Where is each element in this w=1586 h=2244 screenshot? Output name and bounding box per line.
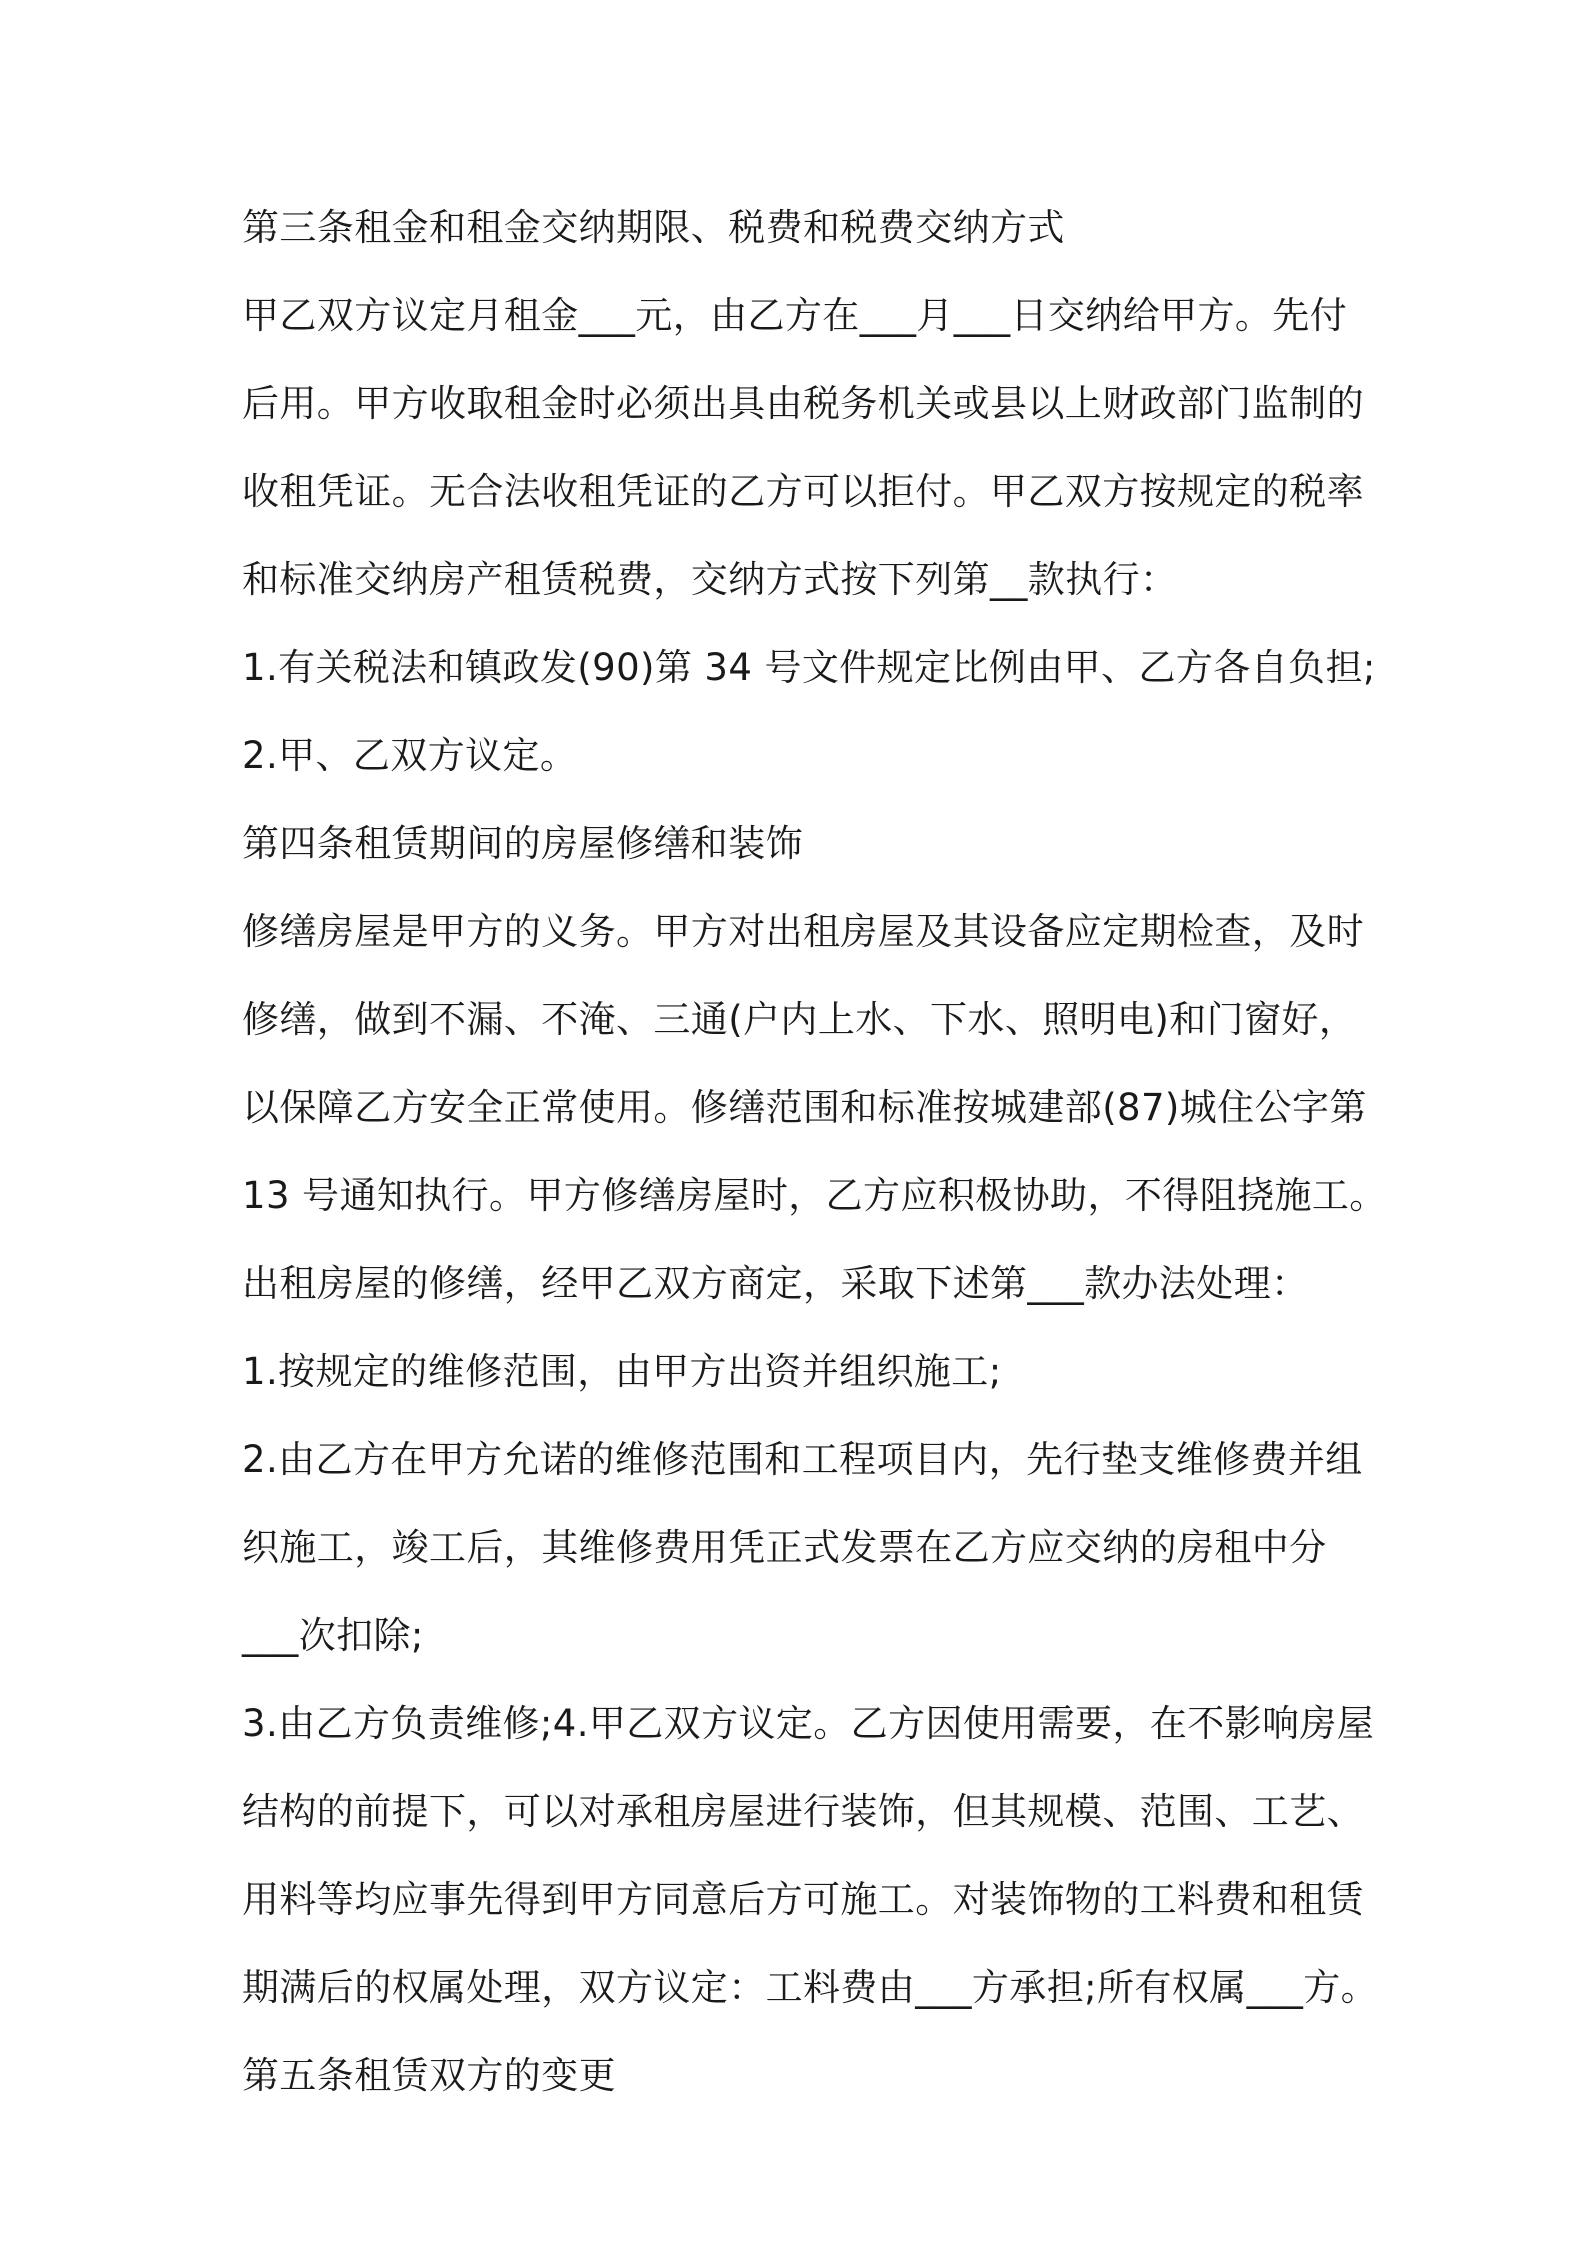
document-page <box>242 200 1387 2136</box>
heading-article-5: 第五条租赁双方的变更 <box>242 2054 616 2097</box>
heading-article-3: 第三条租金和租金交纳期限、税费和税费交纳方式 <box>242 206 1065 249</box>
text-line: 期满后的权属处理，双方议定：工料费由___方承担;所有权属___方。 <box>242 1966 1379 2009</box>
text-line: 收租凭证。无合法收租凭证的乙方可以拒付。甲乙双方按规定的税率 <box>242 470 1364 513</box>
text-line: 修缮，做到不漏、不淹、三通(户内上水、下水、照明电)和门窗好， <box>242 998 1357 1041</box>
text-line: 甲乙双方议定月租金___元，由乙方在___月___日交纳给甲方。先付 <box>242 294 1348 337</box>
text-line: 13 号通知执行。甲方修缮房屋时，乙方应积极协助，不得阻挠施工。 <box>242 1174 1387 1217</box>
text-line: 以保障乙方安全正常使用。修缮范围和标准按城建部(87)城住公字第 <box>242 1086 1367 1129</box>
text-line: 后用。甲方收取租金时必须出具由税务机关或县以上财政部门监制的 <box>242 382 1364 425</box>
list-item: 1.有关税法和镇政发(90)第 34 号文件规定比例由甲、乙方各自负担; <box>242 646 1376 689</box>
text-line: 和标准交纳房产租赁税费，交纳方式按下列第__款执行： <box>242 558 1178 601</box>
text-line: 用料等均应事先得到甲方同意后方可施工。对装饰物的工料费和租赁 <box>242 1878 1364 1921</box>
text-line: 结构的前提下，可以对承租房屋进行装饰，但其规模、范围、工艺、 <box>242 1790 1364 1833</box>
list-item: 2.由乙方在甲方允诺的维修范围和工程项目内，先行垫支维修费并组 <box>242 1438 1363 1481</box>
text-line: 修缮房屋是甲方的义务。甲方对出租房屋及其设备应定期检查，及时 <box>242 910 1364 953</box>
list-item: 1.按规定的维修范围，由甲方出资并组织施工; <box>242 1350 1002 1393</box>
text-line: 出租房屋的修缮，经甲乙双方商定，采取下述第___款办法处理： <box>242 1262 1309 1305</box>
text-line: ___次扣除; <box>242 1614 424 1657</box>
text-line: 织施工，竣工后，其维修费用凭正式发票在乙方应交纳的房租中分 <box>242 1526 1327 1569</box>
heading-article-4: 第四条租赁期间的房屋修缮和装饰 <box>242 822 803 865</box>
list-item: 3.由乙方负责维修;4.甲乙双方议定。乙方因使用需要，在不影响房屋 <box>242 1702 1375 1745</box>
list-item: 2.甲、乙双方议定。 <box>242 734 578 777</box>
